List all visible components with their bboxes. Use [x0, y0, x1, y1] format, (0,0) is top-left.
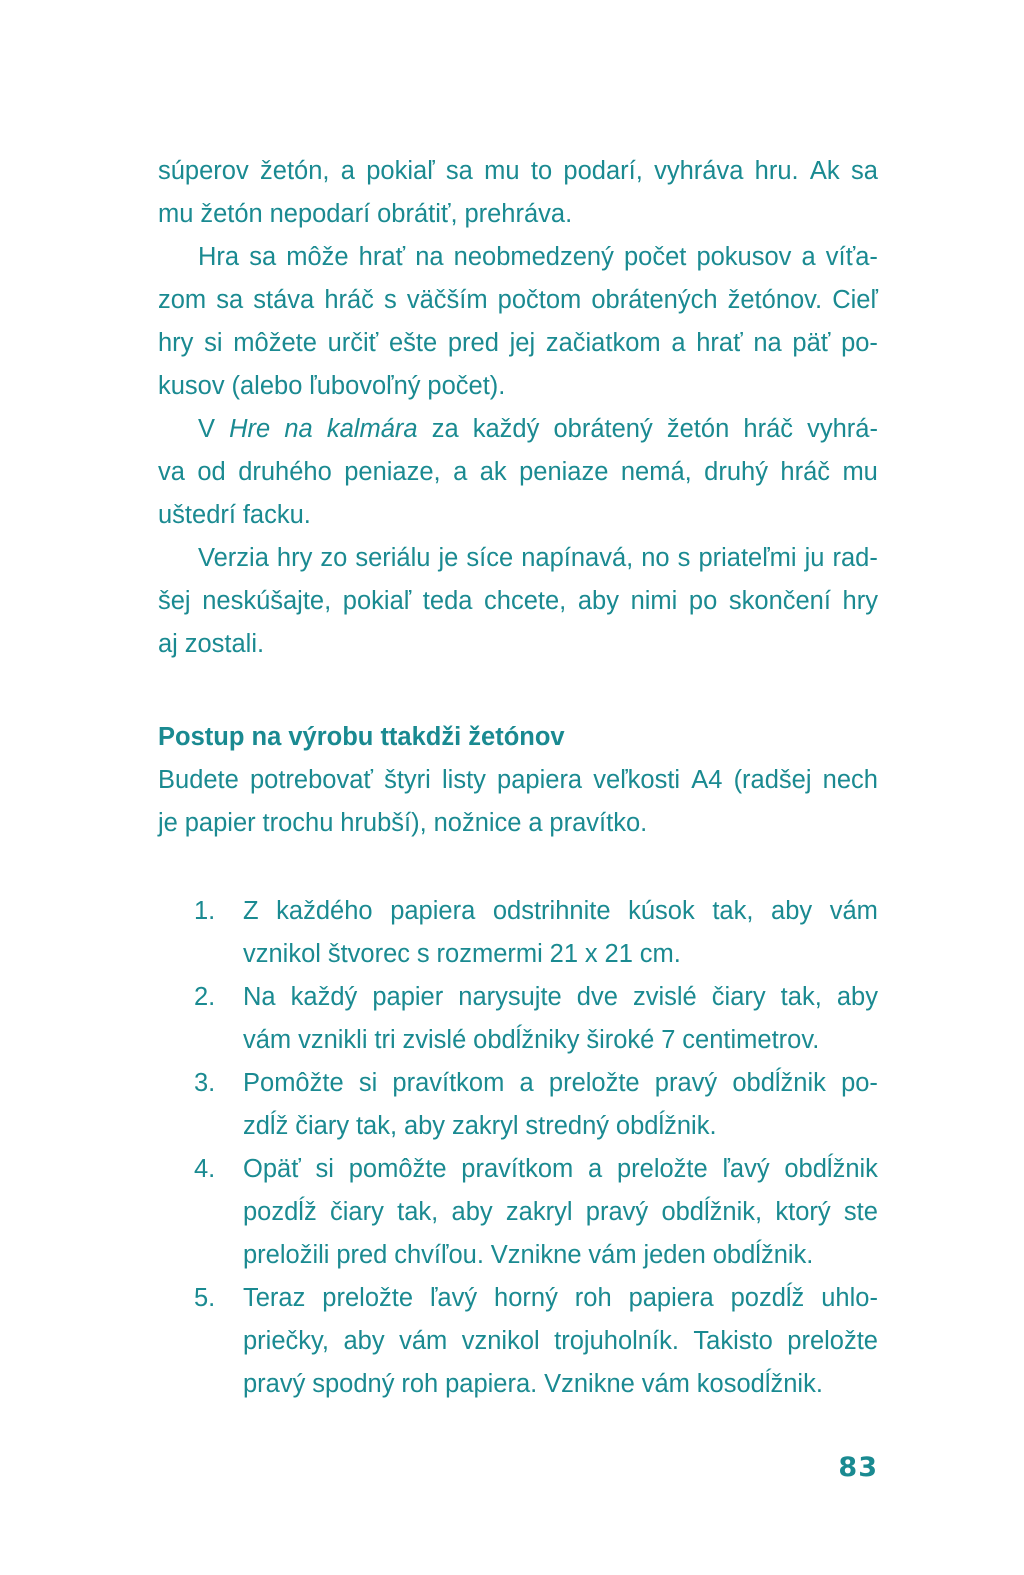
word: vznikol	[243, 940, 321, 968]
word: no	[641, 544, 670, 572]
word: kúsok	[628, 897, 695, 925]
word: počtom	[497, 286, 582, 314]
word: horný	[494, 1284, 558, 1312]
word: ste	[843, 1198, 878, 1226]
word: hru.	[754, 157, 799, 185]
word: sa	[249, 243, 277, 271]
word: nech	[822, 766, 878, 794]
word: päť	[792, 329, 831, 357]
word: papiera	[390, 897, 476, 925]
word: peniaze	[519, 458, 609, 486]
word: peniaze,	[344, 458, 441, 486]
word: začiatkom	[545, 329, 661, 357]
word: (radšej	[733, 766, 812, 794]
word: šej	[158, 587, 191, 615]
word: a	[340, 157, 355, 185]
word: ešte	[388, 329, 438, 357]
word: vyhráva	[654, 157, 744, 185]
word: pozdĺž	[243, 1198, 317, 1226]
word: narysujte	[458, 983, 562, 1011]
word: pred	[447, 329, 499, 357]
list-item-number: 3.	[194, 1069, 216, 1097]
page-content	[158, 150, 878, 1406]
text-line	[243, 1234, 878, 1277]
word: V	[198, 415, 216, 443]
word: nimi	[630, 587, 678, 615]
word: Verzia	[198, 544, 269, 572]
text-line	[158, 623, 878, 666]
word: zakryl	[451, 1112, 519, 1140]
word: počet).	[427, 372, 506, 400]
word: žetónov.	[727, 286, 823, 314]
word: hry	[158, 329, 194, 357]
word: neobmedzený	[453, 243, 614, 271]
word: vám	[588, 1241, 637, 1269]
paragraph	[158, 150, 878, 236]
word: môžete	[233, 329, 317, 357]
word: preložte	[787, 1327, 878, 1355]
word: vznikol	[461, 1327, 540, 1355]
word: veľkosti	[593, 766, 681, 794]
list-item	[158, 1148, 878, 1277]
word: zvislé	[402, 1026, 467, 1054]
word: a	[519, 1069, 534, 1097]
word: ktorý	[775, 1198, 831, 1226]
word: potrebovať	[249, 766, 373, 794]
word: Hre	[229, 415, 271, 443]
list-item	[158, 1277, 878, 1406]
word: zom	[158, 286, 207, 314]
word: aj	[158, 630, 178, 658]
word: obrátený	[553, 415, 653, 443]
word: kalmára	[326, 415, 418, 443]
word: uštedrí	[158, 501, 236, 529]
word: s	[416, 940, 430, 968]
word: jej	[509, 329, 536, 357]
word: tak,	[712, 897, 754, 925]
word: obrátených	[591, 286, 718, 314]
text-line	[243, 890, 878, 933]
word: centimetrov.	[682, 1026, 820, 1054]
page-number: 83	[838, 1452, 878, 1483]
word: Vznikne	[490, 1241, 582, 1269]
word: obdĺžnik.	[712, 1241, 814, 1269]
text-line	[158, 494, 878, 537]
text-line	[158, 580, 878, 623]
word: preložte	[616, 1155, 708, 1183]
word: vyhrá-	[807, 415, 878, 443]
word: počet	[623, 243, 687, 271]
word: va	[158, 458, 185, 486]
word: Vznikne	[544, 1370, 635, 1398]
word: po	[688, 587, 718, 615]
word: hrubší),	[340, 809, 427, 837]
paragraph	[158, 236, 878, 408]
word: mu	[842, 458, 878, 486]
word: zakryl	[505, 1198, 573, 1226]
word: nožnice	[433, 809, 522, 837]
list-item	[158, 976, 878, 1062]
word: roh	[401, 1370, 439, 1398]
word: trojuholník.	[554, 1327, 679, 1355]
word: každý	[472, 415, 540, 443]
word: (alebo	[231, 372, 303, 400]
word: s	[384, 286, 397, 314]
word: neskúšajte,	[202, 587, 332, 615]
word: rozmermi	[436, 940, 543, 968]
word: aby	[451, 1198, 493, 1226]
word: facku.	[242, 501, 311, 529]
body-text	[158, 150, 878, 666]
word: zdĺž	[243, 1112, 289, 1140]
word: si	[358, 1069, 378, 1097]
word: ľavý	[722, 1155, 770, 1183]
text-line	[243, 1062, 878, 1105]
text-line	[243, 1277, 878, 1320]
word: Opäť	[243, 1155, 301, 1183]
paragraph	[158, 408, 878, 537]
word: tri	[374, 1026, 396, 1054]
word: seriálu	[355, 544, 431, 572]
text-line	[243, 1363, 878, 1406]
text-line	[243, 1148, 878, 1191]
text-line	[243, 976, 878, 1019]
word: hráč	[324, 286, 374, 314]
word: sa	[850, 157, 878, 185]
word: rad-	[832, 544, 878, 572]
word: uhlo-	[821, 1284, 878, 1312]
word: jeden	[643, 1241, 706, 1269]
word: od	[197, 458, 226, 486]
word: pokusov	[696, 243, 792, 271]
word: si	[315, 1155, 334, 1183]
word: hráč	[780, 458, 830, 486]
word: určiť	[327, 329, 379, 357]
word: papier	[184, 809, 256, 837]
word: A4	[691, 766, 723, 794]
word: ak	[479, 458, 507, 486]
word: ľavý	[429, 1284, 478, 1312]
word: preložte	[322, 1284, 414, 1312]
word: skončení	[728, 587, 831, 615]
word: druhý	[704, 458, 768, 486]
word: preložte	[548, 1069, 640, 1097]
word: aby	[403, 1112, 446, 1140]
paragraph	[158, 537, 878, 666]
word: x	[584, 940, 598, 968]
text-line	[158, 193, 878, 236]
word: žetón,	[260, 157, 330, 185]
word: pravítko.	[549, 809, 648, 837]
word: čiary	[295, 1112, 350, 1140]
word: papiera	[497, 766, 583, 794]
word: odstrihnite	[492, 897, 611, 925]
word: čiary	[330, 1198, 384, 1226]
text-line	[158, 408, 878, 451]
word: obdĺžnik	[732, 1069, 826, 1097]
word: čiary	[711, 983, 766, 1011]
word: a	[671, 329, 686, 357]
word: obdĺžniky	[473, 1026, 580, 1054]
text-line	[158, 236, 878, 279]
word: papier	[372, 983, 444, 1011]
word: dve	[576, 983, 618, 1011]
text-line	[158, 759, 878, 802]
word: víťa-	[825, 243, 878, 271]
word: teda	[422, 587, 473, 615]
word: pokiaľ	[342, 587, 412, 615]
word: väčším	[406, 286, 488, 314]
word: s	[677, 544, 691, 572]
word: listy	[441, 766, 486, 794]
word: a	[588, 1155, 603, 1183]
word: pravítkom	[392, 1069, 505, 1097]
text-line	[243, 1191, 878, 1234]
word: Z	[243, 897, 259, 925]
word: aby	[836, 983, 878, 1011]
word: žetón	[666, 415, 730, 443]
word: papiera.	[445, 1370, 538, 1398]
word: podarí,	[563, 157, 643, 185]
word: mu	[484, 157, 520, 185]
word: pred	[336, 1241, 388, 1269]
text-line	[243, 1019, 878, 1062]
word: obdĺžnik,	[661, 1198, 763, 1226]
list-item-number: 2.	[194, 983, 216, 1011]
list-item-number: 4.	[194, 1155, 216, 1183]
word: a	[453, 458, 468, 486]
word: hry	[842, 587, 878, 615]
word: vám	[399, 1327, 448, 1355]
word: zvislé	[632, 983, 697, 1011]
word: roh	[574, 1284, 612, 1312]
word: 21	[604, 940, 633, 968]
word: štvorec	[327, 940, 411, 968]
word: preložili	[243, 1241, 330, 1269]
word: chvíľou.	[394, 1241, 484, 1269]
word: zo	[320, 544, 348, 572]
word: Pomôžte	[243, 1069, 344, 1097]
word: to	[530, 157, 553, 185]
text-line	[158, 365, 878, 408]
word: spodný	[312, 1370, 395, 1398]
text-line	[158, 451, 878, 494]
text-line	[158, 537, 878, 580]
word: pozdĺž	[730, 1284, 805, 1312]
word: pomôžte	[348, 1155, 447, 1183]
word: hrať	[696, 329, 743, 357]
word: je	[158, 809, 178, 837]
word: nepodarí	[269, 200, 371, 228]
word: Takisto	[693, 1327, 773, 1355]
word: pravý	[654, 1069, 718, 1097]
word: pravítkom	[461, 1155, 574, 1183]
word: tak,	[780, 983, 822, 1011]
text-line	[243, 1105, 878, 1148]
word: 7	[661, 1026, 676, 1054]
word: stáva	[253, 286, 315, 314]
word: ju	[804, 544, 825, 572]
word: obdĺžnik	[784, 1155, 878, 1183]
list-item	[158, 890, 878, 976]
word: môže	[286, 243, 349, 271]
text-line	[158, 150, 878, 193]
steps-list	[158, 890, 878, 1406]
word: tak,	[397, 1198, 439, 1226]
word: priečky,	[243, 1327, 329, 1355]
word: stredný	[525, 1112, 610, 1140]
word: ľubovoľný	[309, 372, 421, 400]
word: Ak	[809, 157, 840, 185]
word: za	[431, 415, 459, 443]
word: na	[284, 415, 313, 443]
section-intro	[158, 759, 878, 845]
word: Budete	[158, 766, 239, 794]
word: a	[801, 243, 816, 271]
word: mu	[158, 200, 194, 228]
text-line	[158, 322, 878, 365]
text-line	[243, 933, 878, 976]
word: vám	[641, 1370, 690, 1398]
word: po-	[841, 329, 878, 357]
word: aby	[577, 587, 619, 615]
word: napínavá,	[521, 544, 634, 572]
word: Hra	[198, 243, 240, 271]
word: a	[528, 809, 543, 837]
word: Na	[243, 983, 276, 1011]
list-item-number: 5.	[194, 1284, 216, 1312]
word: trochu	[262, 809, 334, 837]
list-item	[158, 1062, 878, 1148]
word: obrátiť,	[377, 200, 458, 228]
word: pravý	[243, 1370, 306, 1398]
word: tak,	[355, 1112, 398, 1140]
word: zostali.	[184, 630, 265, 658]
word: cm.	[639, 940, 681, 968]
word: po-	[841, 1069, 878, 1097]
word: papiera	[628, 1284, 714, 1312]
word: žetón	[200, 200, 263, 228]
word: sa	[216, 286, 244, 314]
word: 21	[549, 940, 579, 968]
word: kusov	[158, 372, 225, 400]
word: súperov	[158, 157, 249, 185]
word: je	[438, 544, 459, 572]
word: Cieľ	[832, 286, 878, 314]
word: druhého	[238, 458, 332, 486]
word: vám	[829, 897, 878, 925]
word: chcete,	[484, 587, 567, 615]
text-line	[158, 279, 878, 322]
word: aby	[771, 897, 813, 925]
text-line	[158, 802, 878, 845]
word: síce	[466, 544, 514, 572]
word: si	[204, 329, 223, 357]
word: pravý	[585, 1198, 649, 1226]
word: hry	[276, 544, 313, 572]
word: každého	[276, 897, 373, 925]
word: na	[415, 243, 444, 271]
word: kosodĺžnik.	[696, 1370, 823, 1398]
word: nemá,	[620, 458, 692, 486]
word: každý	[290, 983, 358, 1011]
text-line	[243, 1320, 878, 1363]
word: hráč	[743, 415, 793, 443]
word: priateľmi	[698, 544, 797, 572]
word: prehráva.	[464, 200, 573, 228]
word: sa	[445, 157, 473, 185]
word: vznikli	[298, 1026, 368, 1054]
word: hrať	[358, 243, 406, 271]
word: pokiaľ	[366, 157, 435, 185]
list-item-number: 1.	[194, 897, 216, 925]
section-heading: Postup na výrobu ttakdži žetónov	[158, 723, 565, 751]
word: na	[753, 329, 782, 357]
word: štyri	[384, 766, 431, 794]
word: vám	[243, 1026, 292, 1054]
word: obdĺžnik.	[615, 1112, 717, 1140]
word: aby	[343, 1327, 385, 1355]
word: široké	[586, 1026, 655, 1054]
word: Teraz	[243, 1284, 306, 1312]
